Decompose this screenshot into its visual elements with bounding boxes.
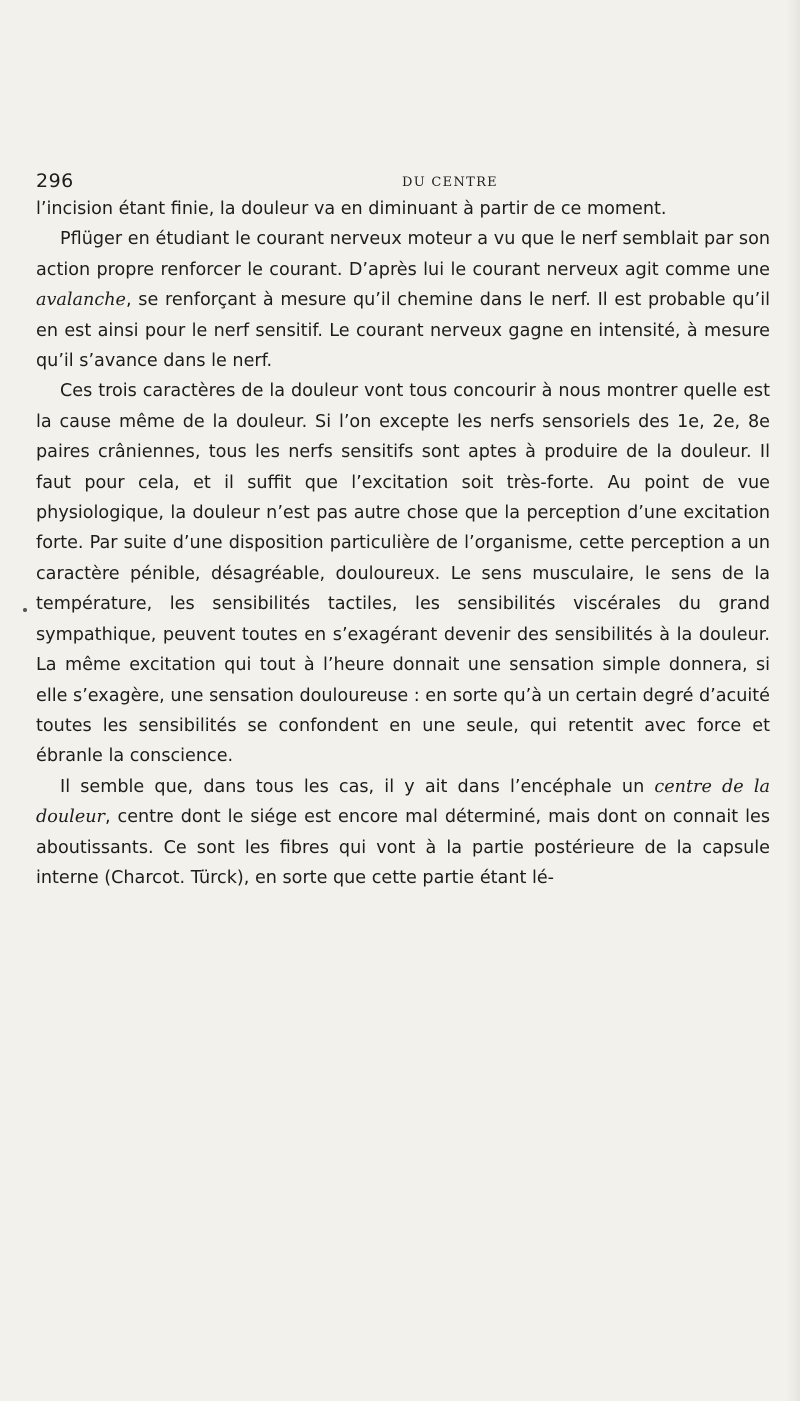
text-segment: Ces trois caractères de la douleur vont tous concourir à nous montrer quelle est la cause même de la douleur. Si l’on excepte les nerfs sensoriels des 1e, 2e, 8e paires crâniennes, tous les nerfs sensitifs sont aptes à produire de la douleur. Il faut pour cela, et il suffit que l’excitation soit très-forte. Au point de vue physiologique, la douleur n’est pas autre chose que la perception d’une excitation forte. Par suite d’une disposition particulière de l’organisme, cette perception a un caractère pénible, désagréable, douloureux. Le sens musculaire, le sens de la température, les sensibilités tactiles, les sensibilités viscérales du grand sympathique, peuvent toutes en s’exagérant devenir des sensibilités à la douleur. La même excitation qui tout à l’heure donnait une sensation simple donnera, si elle s’exagère, une sensation douloureuse : en sorte qu’à un certain degré d’acuité toutes les sensibilités se confondent en une seule, qui retentit avec force et ébranle la conscience. — [36, 381, 770, 767]
body-text — [36, 194, 770, 893]
paragraph-3 — [36, 376, 770, 771]
paragraph-2 — [36, 224, 770, 376]
italic-term-centre-douleur: centre de la douleur — [36, 776, 770, 828]
text-segment: Pflüger en étudiant le courant nerveux moteur a vu que le nerf semblait par son action propre renforcer le courant. D’après lui le courant nerveux agit comme une — [36, 229, 770, 280]
paragraph-1 — [36, 194, 770, 224]
text-segment: Il semble que, dans tous les cas, il y ait dans l’encéphale un — [60, 776, 655, 797]
italic-term-avalanche: avalanche — [36, 290, 126, 311]
page-number: 296 — [36, 170, 74, 192]
print-speck — [23, 608, 27, 612]
running-head: DU CENTRE — [402, 175, 498, 190]
text-segment: l’incision étant finie, la douleur va en diminuant à partir de ce moment. — [36, 199, 667, 219]
paragraph-4 — [36, 772, 770, 894]
page-edge-shadow — [786, 0, 800, 1401]
text-segment: , centre dont le siége est encore mal déterminé, mais dont on connait les aboutissants. Ce sont les fibres qui vont à la partie postérieure de la capsule interne (Charcot. Türck), en sorte que cette partie étant lé- — [36, 807, 770, 888]
text-segment: , se renforçant à mesure qu’il chemine dans le nerf. Il est probable qu’il en est ainsi pour le nerf sensitif. Le courant nerveux gagne en intensité, à mesure qu’il s’avance dans le nerf. — [36, 290, 770, 372]
